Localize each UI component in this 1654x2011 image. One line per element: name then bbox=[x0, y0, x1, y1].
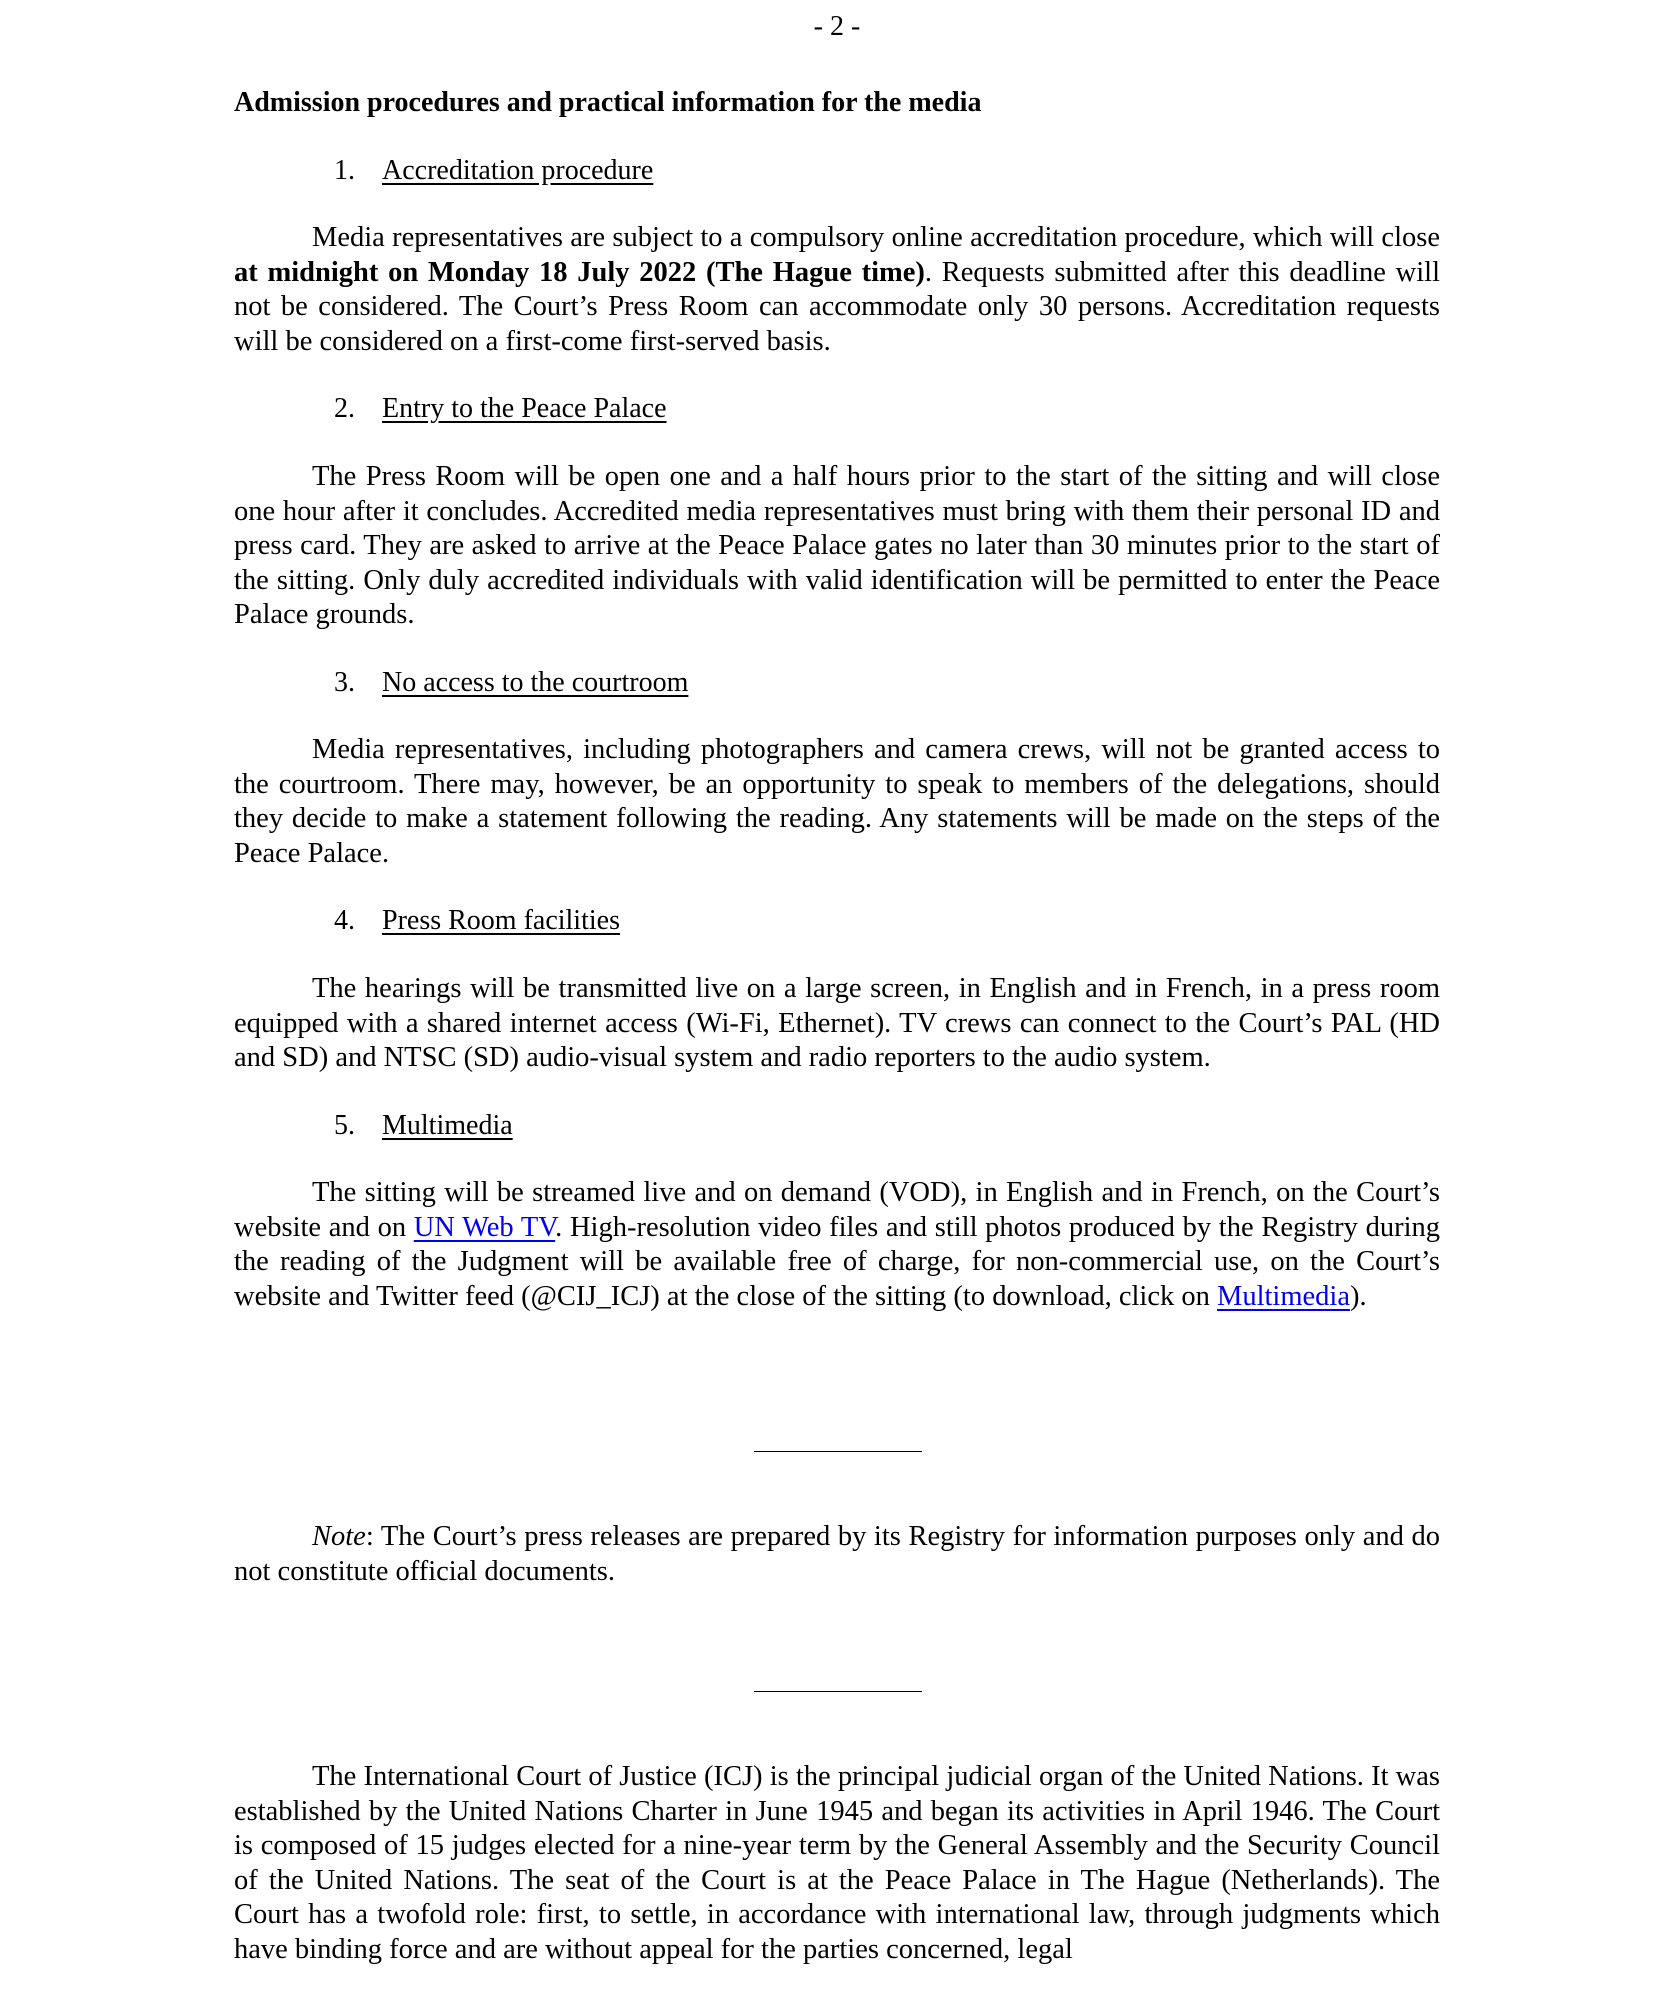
section-title-entry bbox=[334, 392, 667, 426]
paragraph-text: ). bbox=[1349, 1280, 1367, 1312]
page-number: - 2 - bbox=[813, 11, 861, 42]
section-heading: Admission procedures and practical information for the media bbox=[234, 87, 982, 118]
paragraph-about-icj: The International Court of Justice (ICJ) is the principal judicial organ of the United Nations. It was established by the United Nations Charter in June 1945 and began its activities in April 1946. The Court is composed of 15 judges elected for a nine-year term by the General Assembly and the Security Council of the United Nations. The seat of the Court is at the Peace Palace in The Hague (Netherlands). The Court has a twofold role: first, to settle, in accordance with international law, through judgments which have binding force and are without appeal for the parties concerned, legal bbox=[234, 1761, 1440, 1965]
section-number: 2. bbox=[334, 393, 355, 424]
section-number: 3. bbox=[334, 667, 355, 698]
paragraph-text: The sitting will be streamed live and on demand (VOD), in English and in French, on the Court’s website and on bbox=[234, 1177, 1440, 1243]
paragraph-text: . Requests submitted after this deadline will not be considered. The Court’s Press Room can accommodate only 30 persons. Accreditation requests will be considered on a first-come first-served basis. bbox=[234, 256, 1440, 357]
paragraph-no-access: Media representatives, including photographers and camera crews, will not be granted access to the courtroom. There may, however, be an opportunity to speak to members of the delegations, should they decide to make a statement following the reading. Any statements will be made on the steps of the Peace Palace. bbox=[234, 734, 1440, 869]
separator-rule bbox=[754, 1451, 922, 1452]
paragraph-multimedia bbox=[234, 1176, 1440, 1314]
section-label: No access to the courtroom bbox=[382, 667, 689, 698]
paragraph-note bbox=[234, 1520, 1440, 1589]
paragraph-press-room: The hearings will be transmitted live on a large screen, in English and in French, in a press room equipped with a shared internet access (Wi-Fi, Ethernet). TV crews can connect to the Court’s PAL (HD and SD) and NTSC (SD) audio-visual system and radio reporters to the audio system. bbox=[234, 973, 1440, 1073]
section-number: 5. bbox=[334, 1110, 355, 1141]
section-number: 1. bbox=[334, 155, 355, 186]
paragraph-entry: The Press Room will be open one and a half hours prior to the start of the sitting and will close one hour after it concludes. Accredited media representatives must bring with them their personal ID and press card. They are asked to arrive at the Peace Palace gates no later than 30 minutes prior to the start of the sitting. Only duly accredited individuals with valid identification will be permitted to enter the Peace Palace grounds. bbox=[234, 461, 1440, 630]
multimedia-link[interactable]: Multimedia bbox=[1217, 1280, 1350, 1312]
deadline-text: at midnight on Monday 18 July 2022 (The Hague time) bbox=[234, 256, 925, 288]
note-label: Note bbox=[312, 1521, 366, 1552]
paragraph-accreditation bbox=[234, 221, 1440, 359]
section-title-press-room bbox=[334, 904, 620, 938]
section-label: Press Room facilities bbox=[382, 905, 620, 936]
note-text: : The Court’s press releases are prepared by its Registry for information purposes only and do not constitute official documents. bbox=[234, 1521, 1440, 1587]
separator-rule bbox=[754, 1691, 922, 1692]
section-title-no-access bbox=[334, 666, 688, 700]
section-title-accreditation bbox=[334, 154, 653, 188]
paragraph-text: . High-resolution video files and still photos produced by the Registry during the reading of the Judgment will be available free of charge, for non-commercial use, on the Court’s website and Twitter feed (@CIJ_ICJ) at the close of the sitting (to download, click on bbox=[234, 1211, 1440, 1312]
un-web-tv-link[interactable]: UN Web TV bbox=[413, 1211, 556, 1243]
section-label: Multimedia bbox=[382, 1110, 513, 1141]
section-label: Accreditation procedure bbox=[382, 155, 654, 186]
section-number: 4. bbox=[334, 905, 355, 936]
section-label: Entry to the Peace Palace bbox=[382, 393, 667, 424]
section-title-multimedia bbox=[334, 1109, 513, 1143]
paragraph-text: Media representatives are subject to a compulsory online accreditation procedure, which will close bbox=[312, 222, 1440, 253]
